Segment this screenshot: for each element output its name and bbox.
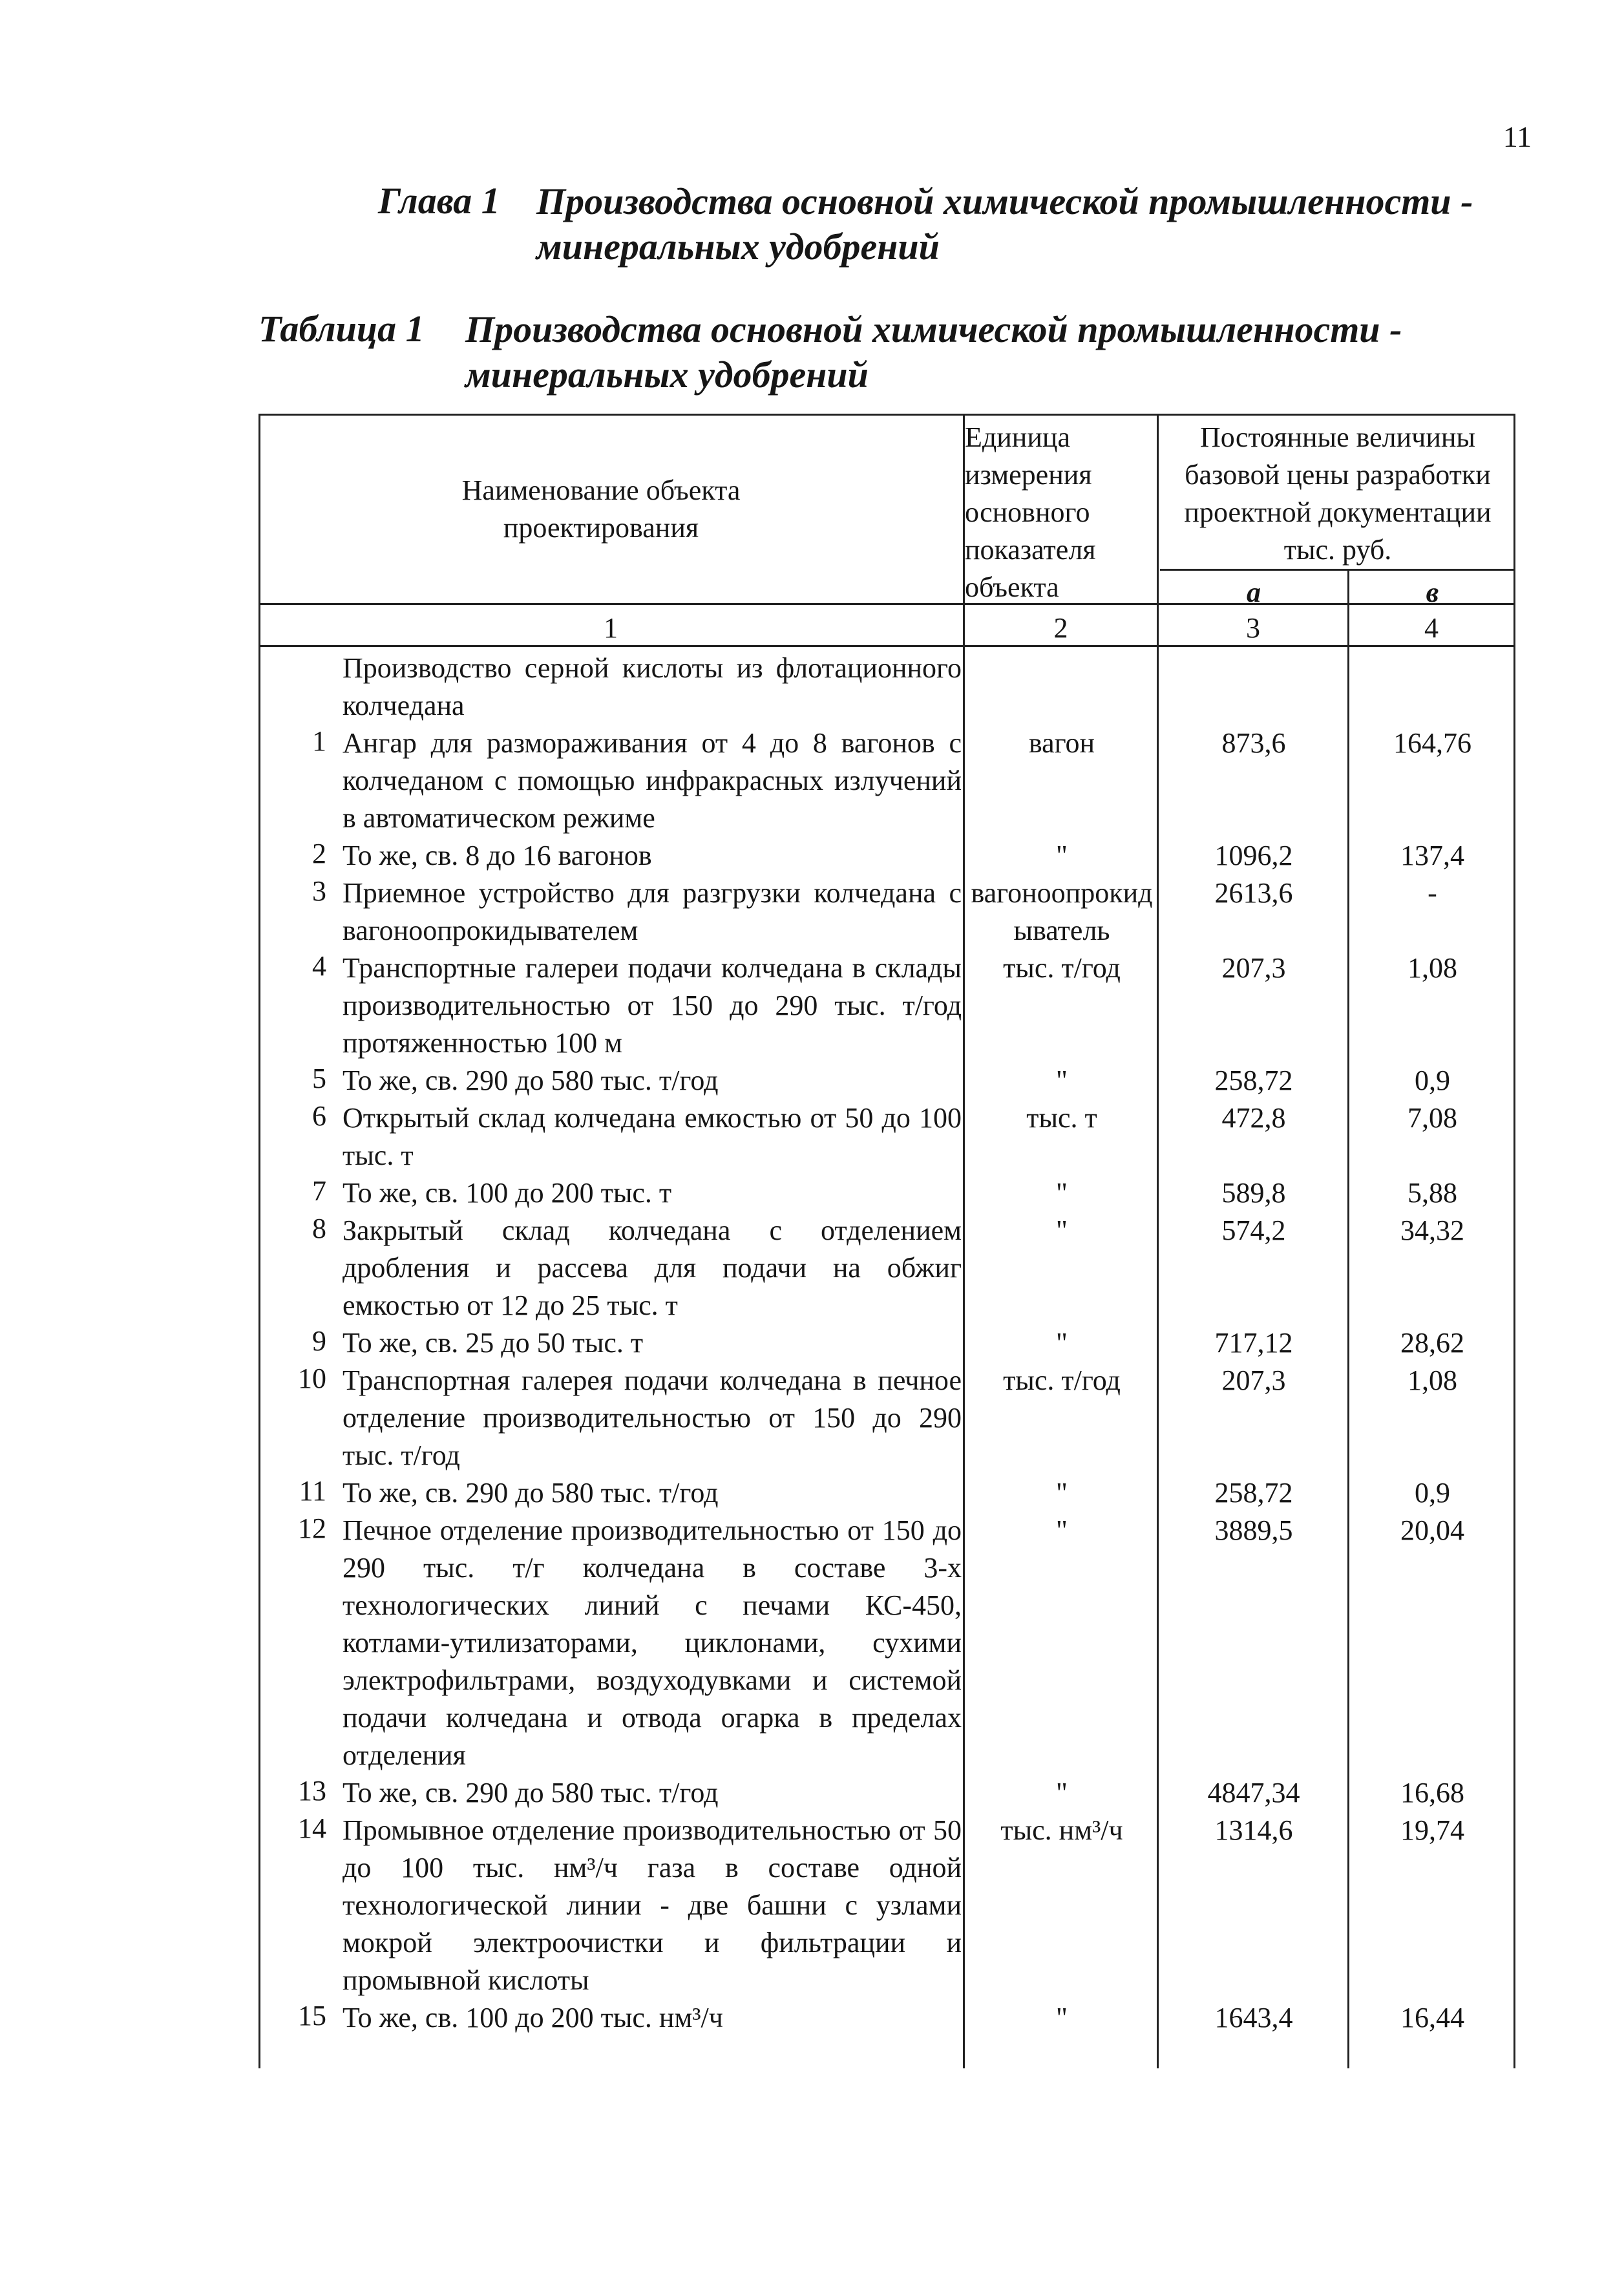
row-number: 6 (312, 1100, 326, 1132)
row-name: Открытый склад колчедана емкостью от 50 до 100 тыс. т (343, 1102, 962, 1171)
table-label: Таблица 1 (258, 308, 425, 350)
chapter-title: Производства основной химической промышленности - минеральных удобрений (536, 180, 1473, 268)
row-value-b: 28,62 (1400, 1327, 1464, 1359)
row-value-a: 207,3 (1221, 952, 1286, 984)
chapter-label: Глава 1 (378, 180, 500, 222)
row-value-a: 3889,5 (1214, 1514, 1293, 1546)
row-value-b: 137,4 (1400, 840, 1464, 871)
header-object-name: Наименование объекта проектирования (461, 474, 741, 544)
row-value-a: 717,12 (1214, 1327, 1293, 1359)
page-number: 11 (1503, 120, 1532, 153)
row-value-b: 19,74 (1400, 1814, 1464, 1846)
row-unit: тыс. нм³/ч (1000, 1814, 1123, 1846)
row-name: Транспортная галерея подачи колчедана в печное отделение производительностью от 150 до 290 тыс. т/год (343, 1364, 962, 1471)
row-unit: тыс. т/год (1003, 1364, 1121, 1396)
row-value-b: 34,32 (1400, 1215, 1464, 1246)
row-value-a: 258,72 (1214, 1477, 1293, 1509)
row-name: Промывное отделение производительностью от 50 до 100 тыс. нм³/ч газа в составе одной технологической линии - две башни с узлами мокрой электроочистки и фильтрации и промывной кислоты (343, 1814, 962, 1996)
subheader-rule (1160, 569, 1515, 571)
row-unit: вагон (1028, 727, 1095, 759)
row-value-b: 0,9 (1415, 1477, 1450, 1509)
row-value-a: 873,6 (1221, 727, 1286, 759)
row-unit: " (1056, 840, 1068, 871)
row-value-a: 4847,34 (1207, 1777, 1300, 1809)
row-value-b: 1,08 (1408, 952, 1457, 984)
row-name: То же, св. 290 до 580 тыс. т/год (343, 1477, 719, 1509)
row-value-b: 16,44 (1400, 2002, 1464, 2033)
row-value-a: 1643,4 (1214, 2002, 1293, 2033)
row-number: 3 (312, 875, 326, 907)
row-unit: " (1056, 2002, 1068, 2033)
row-name: То же, св. 8 до 16 вагонов (343, 840, 652, 871)
row-name: То же, св. 100 до 200 тыс. т (343, 1177, 672, 1209)
row-value-b: 16,68 (1400, 1777, 1464, 1809)
row-unit: " (1056, 1177, 1068, 1209)
column-number-1: 1 (604, 612, 618, 644)
row-value-a: 1314,6 (1214, 1814, 1293, 1846)
row-value-b: 20,04 (1400, 1514, 1464, 1546)
row-name: Транспортные галереи подачи колчедана в склады производительностью от 150 до 290 тыс. т/год протяженностью 100 м (343, 952, 962, 1059)
row-value-b: 0,9 (1415, 1065, 1450, 1096)
row-value-b: 1,08 (1408, 1364, 1457, 1396)
row-number: 2 (312, 838, 326, 869)
row-value-a: 258,72 (1214, 1065, 1293, 1096)
column-number-2: 2 (1053, 612, 1068, 644)
row-unit: " (1056, 1477, 1068, 1509)
row-value-b: 7,08 (1408, 1102, 1457, 1134)
row-value-a: 589,8 (1221, 1177, 1286, 1209)
row-value-a: 1096,2 (1214, 840, 1293, 871)
row-name: Приемное устройство для разгрузки колчедана с вагоноопрокидывателем (343, 877, 962, 946)
header-sub-b: в (1426, 577, 1439, 608)
row-number: 1 (312, 725, 326, 757)
row-name: Ангар для размораживания от 4 до 8 вагонов с колчеданом с помощью инфракрасных излучений в автоматическом режиме (343, 727, 962, 834)
row-unit: тыс. т/год (1003, 952, 1121, 984)
row-number: 8 (312, 1213, 326, 1244)
row-value-a: 207,3 (1221, 1364, 1286, 1396)
row-unit: вагоноопрокидыватель (971, 877, 1153, 946)
row-number: 15 (298, 2000, 326, 2032)
row-number: 13 (298, 1775, 326, 1807)
row-number: 4 (312, 950, 326, 982)
row-value-b: 164,76 (1393, 727, 1471, 759)
row-number: 5 (312, 1063, 326, 1094)
row-number: 9 (312, 1325, 326, 1357)
row-value-b: - (1428, 877, 1437, 909)
row-value-b: 5,88 (1408, 1177, 1457, 1209)
row-number: 14 (298, 1812, 326, 1844)
row-name: То же, св. 290 до 580 тыс. т/год (343, 1065, 719, 1096)
row-number: 7 (312, 1175, 326, 1207)
row-unit: " (1056, 1514, 1068, 1546)
row-value-a: 574,2 (1221, 1215, 1286, 1246)
row-number: 12 (298, 1512, 326, 1544)
row-unit: " (1056, 1065, 1068, 1096)
row-name: Печное отделение производительностью от 150 до 290 тыс. т/г колчедана в составе 3-х технологических линий с печами КС-450, котлами-утилизаторами, циклонами, сухими электрофильтрами, воздуходувками и системой подачи колчедана и отвода огарка в пределах отделения (343, 1514, 962, 1771)
header-constant-values: Постоянные величины базовой цены разработки проектной документации тыс. руб. (1184, 421, 1492, 566)
row-unit: " (1056, 1215, 1068, 1246)
data-table (258, 414, 1515, 2068)
header-unit: Единица измерения основного показателя объекта (965, 421, 1096, 603)
row-unit: " (1056, 1327, 1068, 1359)
header-sub-a: а (1247, 577, 1261, 608)
row-value-a: 472,8 (1221, 1102, 1286, 1134)
section-title: Производство серной кислоты из флотационного колчедана (343, 652, 962, 721)
row-unit: тыс. т (1026, 1102, 1097, 1134)
row-number: 11 (299, 1475, 326, 1507)
row-unit: " (1056, 1777, 1068, 1809)
row-name: То же, св. 290 до 580 тыс. т/год (343, 1777, 719, 1809)
row-number: 10 (298, 1363, 326, 1394)
row-name: Закрытый склад колчедана с отделением дробления и рассева для подачи на обжиг емкостью от 12 до 25 тыс. т (343, 1215, 962, 1321)
column-number-4: 4 (1424, 612, 1439, 644)
row-value-a: 2613,6 (1214, 877, 1293, 909)
row-name: То же, св. 25 до 50 тыс. т (343, 1327, 644, 1359)
column-number-3: 3 (1246, 612, 1260, 644)
table-title: Производства основной химической промышленности - минеральных удобрений (465, 308, 1402, 396)
row-name: То же, св. 100 до 200 тыс. нм³/ч (343, 2002, 723, 2033)
table-top-border (258, 414, 1515, 416)
table-left-border (258, 414, 260, 2068)
